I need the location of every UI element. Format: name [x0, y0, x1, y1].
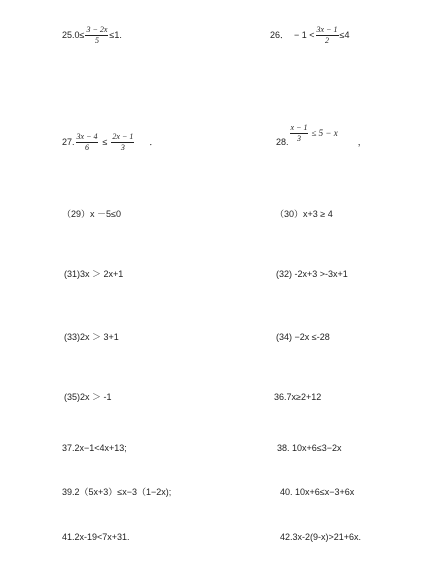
- problem-27-numerator-left: 3x − 4: [76, 132, 98, 141]
- problem-27-relation: ≤: [102, 137, 108, 147]
- problem-27: [62, 133, 158, 152]
- problem-28-numerator: x − 1: [290, 123, 308, 132]
- problem-25-fraction: [85, 26, 108, 45]
- problem-30: （30）x+3 ≥ 4: [275, 209, 333, 219]
- problem-28-denominator: 3: [296, 134, 301, 143]
- problem-28-tail: ，: [357, 137, 367, 147]
- problem-27-numerator-right: 2x − 1: [112, 132, 134, 141]
- problem-40: 40. 10x+6≤x−3+6x: [280, 487, 355, 497]
- problem-28-label: 28.: [276, 137, 289, 147]
- problem-25-lead: 0≤: [74, 30, 85, 40]
- problem-38: 38. 10x+6≤3−2x: [277, 443, 342, 453]
- problem-34: (34) −2x ≤-28: [276, 332, 330, 342]
- problem-27-denominator-left: 6: [84, 143, 89, 152]
- problem-25: [62, 26, 122, 45]
- problem-25-label: 25.: [62, 30, 75, 40]
- problem-26-label: 26．: [270, 30, 290, 40]
- problem-36: 36.7x≥2+12: [274, 392, 322, 402]
- problem-27-label: 27.: [62, 137, 75, 147]
- problem-25-numerator: 3 − 2x: [86, 25, 108, 34]
- problem-37: 37.2x−1<4x+13;: [62, 443, 127, 453]
- problem-25-tail: ≤1.: [109, 30, 122, 40]
- problem-25-denominator: 5: [94, 36, 99, 45]
- problem-29: （29）x －5≤0: [62, 209, 121, 219]
- problem-42: 42.3x-2(9-x)>21+6x.: [280, 532, 362, 542]
- problem-41: 41.2x-19<7x+31.: [62, 532, 130, 542]
- problem-26-numerator: 3x − 1: [316, 25, 338, 34]
- problem-26-tail: ≤4: [339, 30, 350, 40]
- problem-26-lead: − 1 <: [289, 30, 315, 40]
- problem-31: (31)3x ＞ 2x+1: [64, 269, 124, 279]
- problem-28: [276, 123, 367, 147]
- problem-28-relation: ≤ 5 − x: [311, 128, 338, 138]
- problem-32: (32) -2x+3 >-3x+1: [276, 269, 348, 279]
- problem-26: [270, 26, 349, 45]
- problem-39: 39.2（5x+3）≤x−3（1−2x);: [62, 487, 172, 497]
- problem-28-fraction: [290, 124, 309, 143]
- problem-26-denominator: 2: [325, 36, 330, 45]
- problem-35: (35)2x ＞ -1: [64, 392, 112, 402]
- problem-27-tail: ．: [149, 137, 159, 147]
- problem-27-fraction-left: [76, 133, 99, 152]
- problem-27-denominator-right: 3: [120, 143, 125, 152]
- problem-33: (33)2x ＞ 3+1: [64, 332, 119, 342]
- problem-27-fraction-right: [111, 133, 134, 152]
- problem-26-fraction: [316, 26, 339, 45]
